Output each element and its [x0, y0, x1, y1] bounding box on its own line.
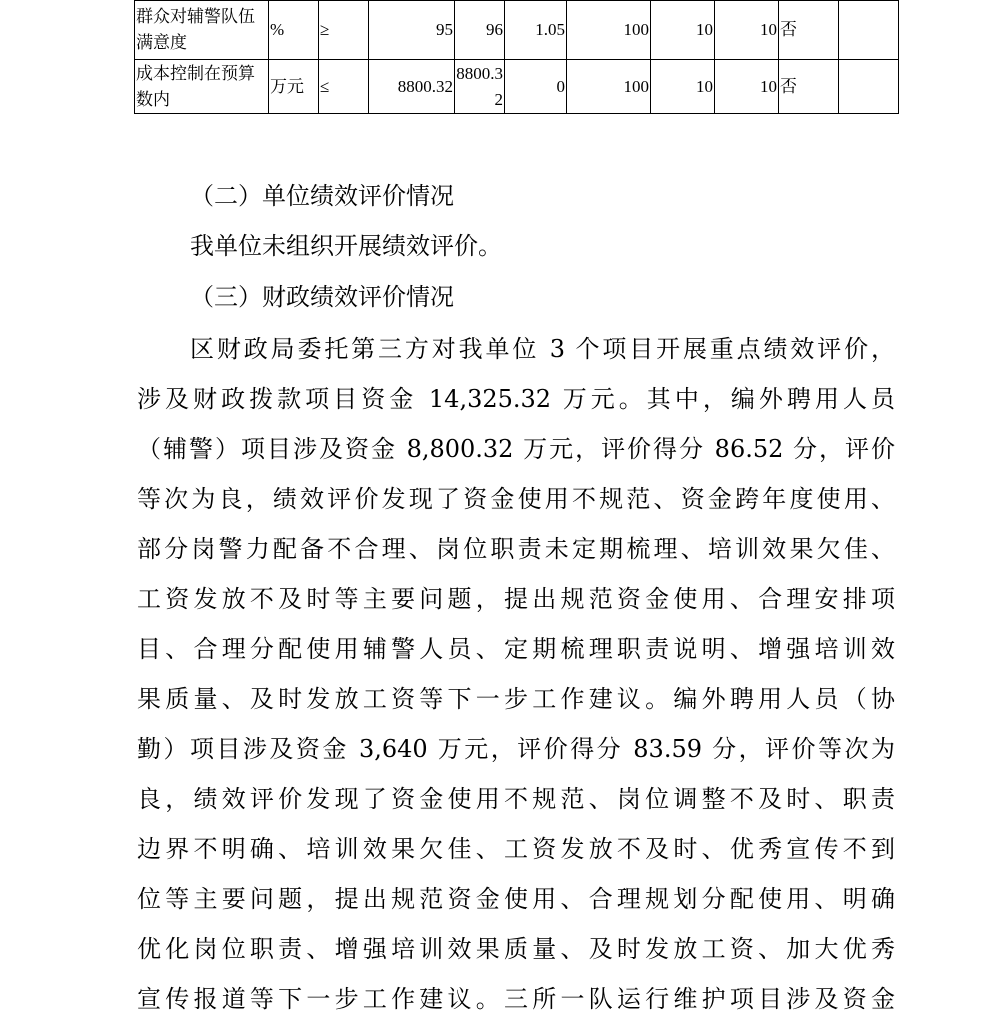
paragraph-line: 区财政局委托第三方对我单位 3 个项目开展重点绩效评价，	[190, 335, 895, 363]
cell: 1.05	[505, 1, 567, 60]
paragraph-line: 果质量、及时发放工资等下一步工作建议。编外聘用人员（协	[137, 685, 895, 713]
cell: 群众对辅警队伍满意度	[135, 1, 269, 60]
cell: 否	[779, 60, 839, 114]
section-heading: （三）财政绩效评价情况	[190, 283, 454, 311]
paragraph-line: 涉及财政拨款项目资金 14,325.32 万元。其中，编外聘用人员	[137, 385, 895, 413]
paragraph-line: 边界不明确、培训效果欠佳、工资发放不及时、优秀宣传不到	[137, 835, 895, 863]
cell: 否	[779, 1, 839, 60]
cell: ≤	[319, 60, 369, 114]
cell: 96	[455, 1, 505, 60]
paragraph: 我单位未组织开展绩效评价。	[190, 232, 502, 260]
cell	[839, 60, 899, 114]
cell: 10	[651, 1, 715, 60]
cell: 95	[369, 1, 455, 60]
cell: 10	[651, 60, 715, 114]
cell: 10	[715, 60, 779, 114]
table-row	[135, 1, 899, 60]
paragraph-line: 良，绩效评价发现了资金使用不规范、岗位调整不及时、职责	[137, 785, 895, 813]
cell: 100	[567, 60, 651, 114]
cell: 成本控制在预算数内	[135, 60, 269, 114]
paragraph-line: 目、合理分配使用辅警人员、定期梳理职责说明、增强培训效	[137, 635, 895, 663]
table-row	[135, 60, 899, 114]
cell: 100	[567, 1, 651, 60]
cell: ≥	[319, 1, 369, 60]
paragraph-line: 位等主要问题，提出规范资金使用、合理规划分配使用、明确	[137, 885, 895, 913]
paragraph-line: （辅警）项目涉及资金 8,800.32 万元，评价得分 86.52 分，评价	[137, 435, 895, 463]
cell: 万元	[269, 60, 319, 114]
paragraph-line: 优化岗位职责、增强培训效果质量、及时发放工资、加大优秀	[137, 935, 895, 963]
cell: 0	[505, 60, 567, 114]
cell: 8800.32	[455, 60, 505, 114]
paragraph-line: 部分岗警力配备不合理、岗位职责未定期梳理、培训效果欠佳、	[137, 535, 895, 563]
cell: 10	[715, 1, 779, 60]
paragraph-line: 勤）项目涉及资金 3,640 万元，评价得分 83.59 分，评价等次为	[137, 735, 895, 763]
cell: %	[269, 1, 319, 60]
section-heading: （二）单位绩效评价情况	[190, 182, 454, 210]
paragraph-line: 工资发放不及时等主要问题，提出规范资金使用、合理安排项	[137, 585, 895, 613]
performance-table	[134, 0, 899, 114]
paragraph-line: 等次为良，绩效评价发现了资金使用不规范、资金跨年度使用、	[137, 485, 895, 513]
cell: 8800.32	[369, 60, 455, 114]
cell	[839, 1, 899, 60]
paragraph-line: 宣传报道等下一步工作建议。三所一队运行维护项目涉及资金	[137, 985, 895, 1013]
